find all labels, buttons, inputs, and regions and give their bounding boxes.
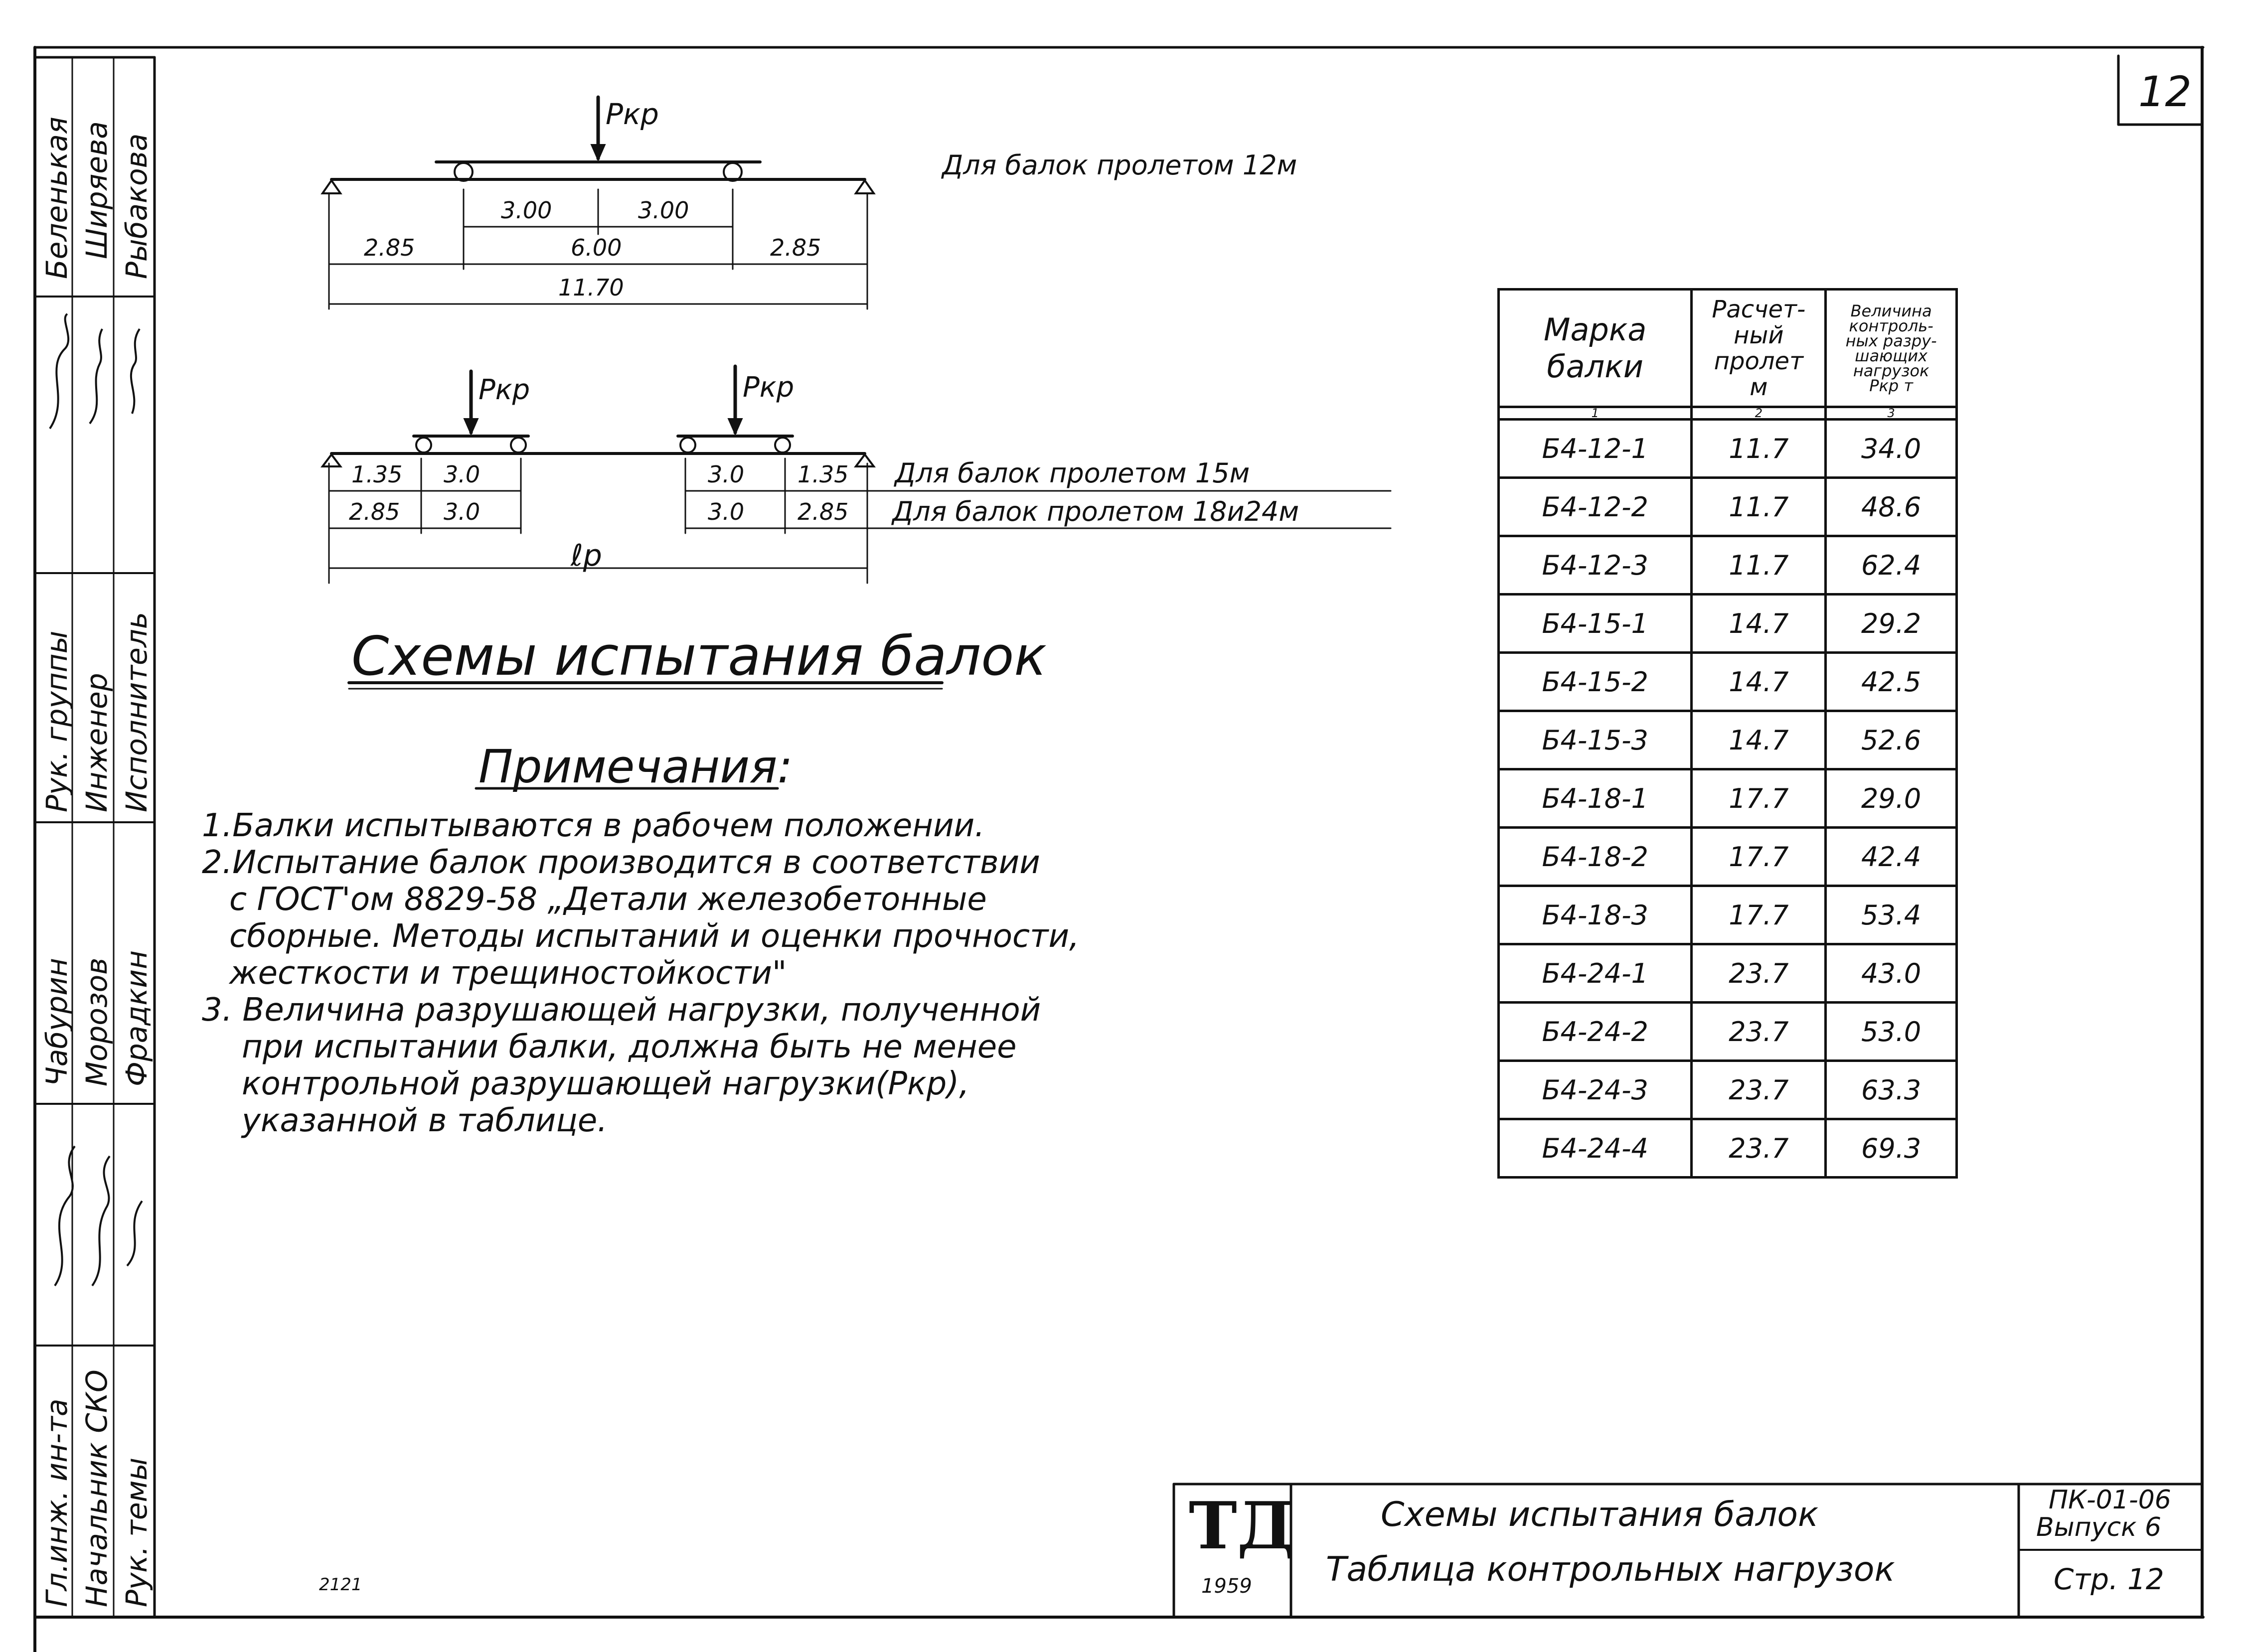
note-line: жесткости и трещиностойкости" — [229, 955, 787, 992]
cell-design-span: 23.7 — [1692, 1061, 1826, 1119]
cell-control-load: 63.3 — [1826, 1061, 1957, 1119]
scheme2-caption-18: Для балок пролетом 18и24м — [892, 496, 1299, 527]
dim2-row1-c: 3.0 — [708, 461, 745, 488]
cell-beam-mark: Б4-15-2 — [1499, 653, 1692, 711]
header-load-line: контроль- — [1849, 316, 1933, 335]
cell-control-load: 42.5 — [1826, 653, 1957, 711]
header-mark — [1499, 290, 1692, 407]
cell-design-span: 17.7 — [1692, 828, 1826, 886]
dim-total: 11.70 — [558, 274, 624, 301]
cell-design-span: 14.7 — [1692, 595, 1826, 653]
cell-control-load: 43.0 — [1826, 944, 1957, 1003]
scheme1-caption: Для балок пролетом 12м — [942, 150, 1297, 181]
cell-beam-mark: Б4-24-2 — [1499, 1003, 1692, 1061]
table-header-row — [1499, 290, 1957, 407]
note-line: контрольной разрушающей нагрузки(Ркр), — [242, 1065, 969, 1102]
header-span — [1692, 290, 1826, 407]
header-mark-line: Марка — [1544, 311, 1647, 348]
note-line: указанной в таблице. — [242, 1102, 608, 1139]
main-title: Схемы испытания балок — [351, 625, 1047, 688]
page-number: 12 — [2138, 67, 2192, 116]
cell-design-span: 11.7 — [1692, 536, 1826, 595]
cell-beam-mark: Б4-12-3 — [1499, 536, 1692, 595]
dim-inner-right: 3.00 — [638, 197, 689, 224]
dim-middle: 6.00 — [571, 234, 622, 261]
note-line: 2.Испытание балок производится в соответствии — [202, 844, 1040, 881]
col-index: 3 — [1826, 407, 1957, 420]
dim2-row2-a: 2.85 — [349, 498, 400, 525]
cell-beam-mark: Б4-18-3 — [1499, 886, 1692, 944]
stamp-title-line1: Схемы испытания балок — [1381, 1495, 1819, 1534]
cell-control-load: 48.6 — [1826, 478, 1957, 536]
header-span-line: пролет — [1714, 347, 1804, 375]
stamp-logo: ТД — [1189, 1488, 1295, 1564]
stamp-year: 1959 — [1201, 1575, 1252, 1598]
stamp-code: ПК-01-06 — [2049, 1485, 2171, 1515]
table-row — [1499, 1061, 1957, 1119]
cell-design-span: 23.7 — [1692, 1119, 1826, 1178]
cell-control-load: 29.0 — [1826, 769, 1957, 828]
sidebar-role: Рук. темы — [120, 1457, 154, 1607]
cell-control-load: 42.4 — [1826, 828, 1957, 886]
col-index: 2 — [1692, 407, 1826, 420]
cell-design-span: 17.7 — [1692, 769, 1826, 828]
table-row — [1499, 595, 1957, 653]
stamp-title-line2: Таблица контрольных нагрузок — [1326, 1550, 1895, 1589]
header-span-line: Расчет- — [1712, 295, 1806, 323]
cell-beam-mark: Б4-12-1 — [1499, 420, 1692, 478]
dim2-row1-a: 1.35 — [351, 461, 403, 488]
dim2-span: ℓр — [571, 538, 602, 573]
sidebar-name: Беленькая — [40, 117, 74, 279]
cell-control-load: 69.3 — [1826, 1119, 1957, 1178]
dim-left: 2.85 — [364, 234, 415, 261]
table-row — [1499, 828, 1957, 886]
header-load-line: нагрузок — [1853, 361, 1929, 380]
cell-beam-mark: Б4-15-1 — [1499, 595, 1692, 653]
sidebar-name: Фрадкин — [120, 950, 154, 1086]
load-label-left: Ркр — [479, 374, 530, 406]
dim2-row2-c: 3.0 — [708, 498, 745, 525]
cell-beam-mark: Б4-24-1 — [1499, 944, 1692, 1003]
dim-right: 2.85 — [770, 234, 821, 261]
cell-beam-mark: Б4-18-1 — [1499, 769, 1692, 828]
table-row — [1499, 653, 1957, 711]
cell-design-span: 14.7 — [1692, 711, 1826, 769]
sidebar-role: Рук. группы — [40, 630, 74, 812]
cell-beam-mark: Б4-12-2 — [1499, 478, 1692, 536]
load-label-scheme1: Ркр — [606, 97, 659, 131]
note-line: сборные. Методы испытаний и оценки прочности, — [229, 918, 1080, 955]
cell-control-load: 52.6 — [1826, 711, 1957, 769]
header-span-line: ный — [1734, 321, 1784, 349]
sidebar-name: Чабурин — [40, 958, 74, 1086]
dim2-row2-b: 3.0 — [444, 498, 480, 525]
table-row — [1499, 1003, 1957, 1061]
cell-control-load: 62.4 — [1826, 536, 1957, 595]
notes-list — [202, 807, 1079, 1139]
signature-scribbles — [40, 309, 155, 1331]
cell-design-span: 11.7 — [1692, 478, 1826, 536]
note-line: с ГОСТ'ом 8829-58 „Детали железобетонные — [229, 881, 987, 918]
stamp-issue: Выпуск 6 — [2036, 1512, 2162, 1542]
header-load-line: Ркр т — [1869, 376, 1914, 395]
header-span-line: м — [1750, 373, 1768, 401]
cell-beam-mark: Б4-24-4 — [1499, 1119, 1692, 1178]
note-line: при испытании балки, должна быть не менее — [242, 1029, 1017, 1065]
table-row — [1499, 536, 1957, 595]
cell-design-span: 17.7 — [1692, 886, 1826, 944]
table-row — [1499, 1119, 1957, 1178]
note-line: 3. Величина разрушающей нагрузки, полученной — [202, 992, 1041, 1029]
dim2-row1-b: 3.0 — [444, 461, 480, 488]
sidebar-name: Морозов — [80, 957, 114, 1086]
control-loads-table — [1497, 288, 1958, 1179]
cell-control-load: 29.2 — [1826, 595, 1957, 653]
cell-beam-mark: Б4-24-3 — [1499, 1061, 1692, 1119]
stamp-page: Стр. 12 — [2054, 1562, 2164, 1596]
sidebar-role: Начальник СКО — [80, 1369, 114, 1607]
cell-control-load: 53.0 — [1826, 1003, 1957, 1061]
note-line: 1.Балки испытываются в рабочем положении. — [202, 807, 985, 844]
load-label-right: Ркр — [743, 371, 795, 404]
header-load — [1826, 290, 1957, 407]
cell-control-load: 34.0 — [1826, 420, 1957, 478]
cell-control-load: 53.4 — [1826, 886, 1957, 944]
sidebar-name: Ширяева — [80, 121, 114, 259]
sidebar-role: Инженер — [80, 673, 114, 812]
notes-heading: Примечания: — [479, 740, 793, 793]
col-index: 1 — [1499, 407, 1692, 420]
sidebar-role: Гл.инж. ин-та — [40, 1398, 74, 1607]
cell-beam-mark: Б4-18-2 — [1499, 828, 1692, 886]
cell-design-span: 11.7 — [1692, 420, 1826, 478]
cell-design-span: 14.7 — [1692, 653, 1826, 711]
scheme2-caption-15: Для балок пролетом 15м — [895, 457, 1250, 489]
sidebar-role: Исполнитель — [120, 611, 154, 812]
dim-inner-left: 3.00 — [501, 197, 552, 224]
dim2-row1-d: 1.35 — [798, 461, 849, 488]
header-mark-line: балки — [1547, 348, 1643, 385]
table-row — [1499, 711, 1957, 769]
table-row — [1499, 769, 1957, 828]
cell-design-span: 23.7 — [1692, 944, 1826, 1003]
table-row — [1499, 944, 1957, 1003]
cell-design-span: 23.7 — [1692, 1003, 1826, 1061]
table-row — [1499, 420, 1957, 478]
dim2-row2-d: 2.85 — [798, 498, 849, 525]
table-index-row — [1499, 407, 1957, 420]
cell-beam-mark: Б4-15-3 — [1499, 711, 1692, 769]
table-row — [1499, 478, 1957, 536]
header-load-line: шающих — [1855, 346, 1927, 365]
table-row — [1499, 886, 1957, 944]
footer-number: 2121 — [319, 1575, 362, 1595]
sidebar-name: Рыбакова — [120, 133, 154, 279]
header-load-line: Величина — [1850, 301, 1932, 320]
header-load-line: ных разру- — [1845, 331, 1937, 350]
